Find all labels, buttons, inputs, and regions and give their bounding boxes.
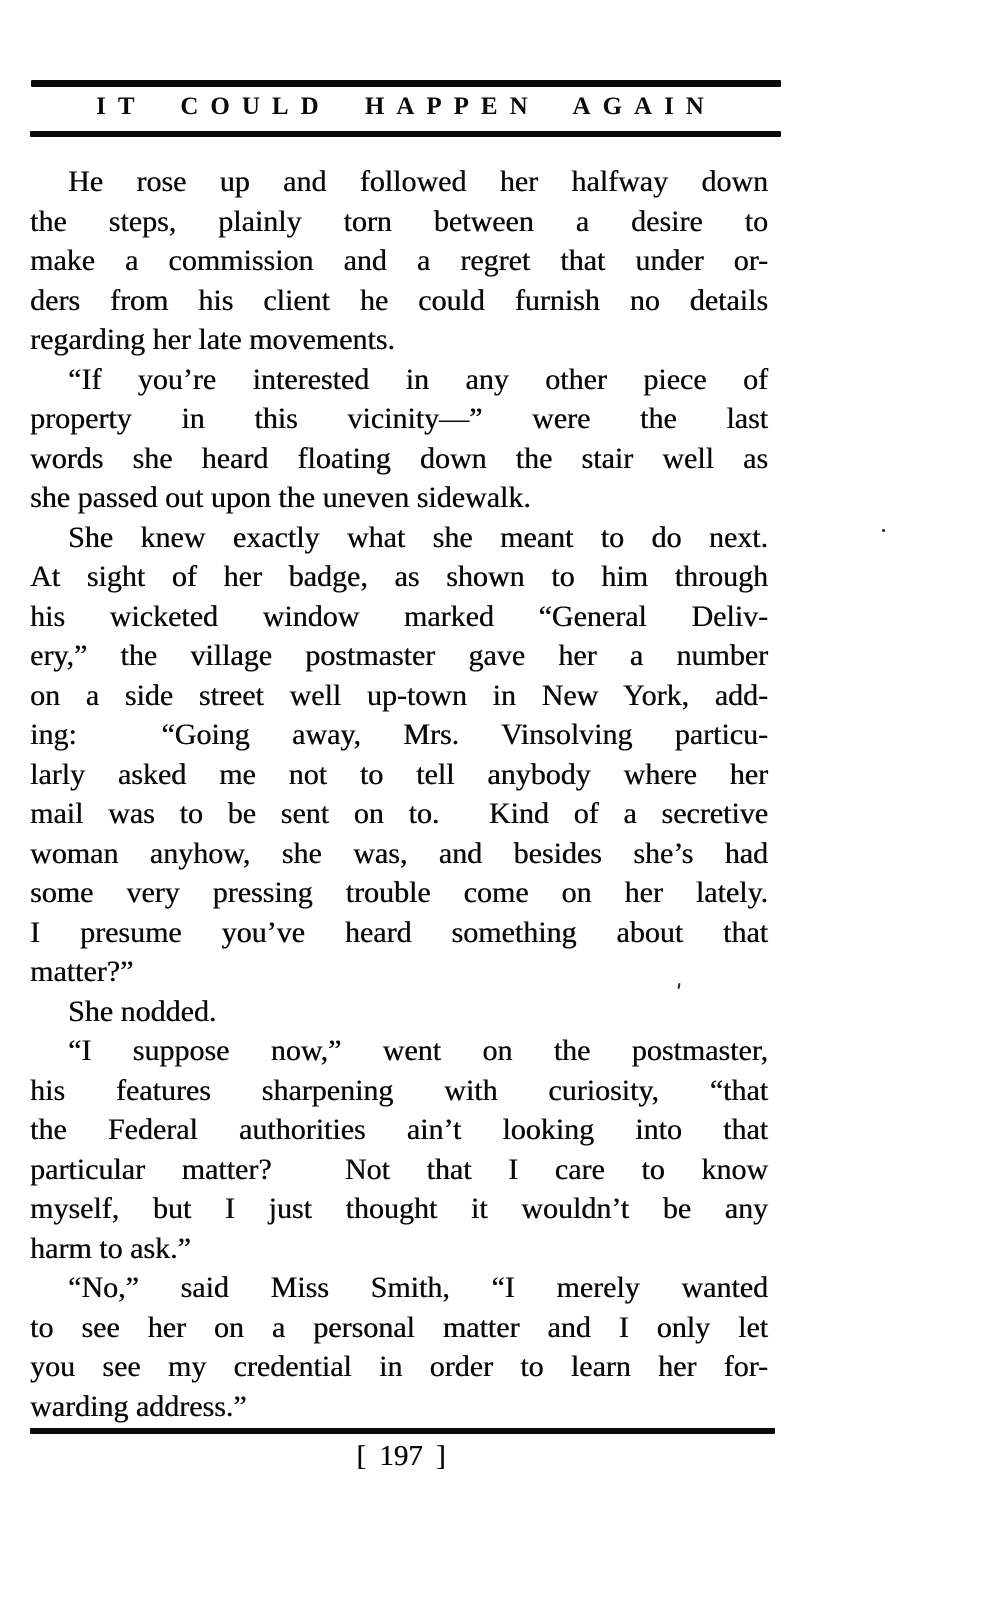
text-line: myself, but I just thought it wouldn’t be any — [30, 1192, 768, 1225]
text-line: warding address.” — [30, 1389, 247, 1423]
text-line: she passed out upon the uneven sidewalk. — [30, 481, 531, 514]
text-line: on a side street well up-town in New York, add- — [30, 678, 768, 712]
text-line: words she heard floating down the stair well as — [30, 441, 768, 475]
text-body — [30, 162, 768, 1426]
text-line: woman anyhow, she was, and besides she’s had — [30, 836, 768, 870]
text-line: some very pressing trouble come on her lately. — [30, 876, 768, 909]
text-line: He rose up and followed her halfway down — [68, 165, 768, 198]
footer-rule — [30, 1428, 775, 1434]
text-line: mail was to be sent on to. Kind of a secretive — [30, 797, 768, 830]
paragraph — [30, 360, 768, 518]
print-speck — [882, 529, 885, 532]
paragraph — [30, 518, 768, 992]
text-line: larly asked me not to tell anybody where her — [30, 757, 768, 791]
text-line: ery,” the village postmaster gave her a number — [30, 639, 768, 672]
page-number: [ 197 ] — [356, 1440, 446, 1472]
text-line: regarding her late movements. — [30, 323, 395, 356]
text-line: his wicketed window marked “General Deliv- — [30, 599, 768, 633]
text-line: you see my credential in order to learn her for- — [30, 1350, 768, 1383]
text-line: his features sharpening with curiosity, “that — [30, 1073, 768, 1107]
text-line: the steps, plainly torn between a desire to — [30, 204, 768, 238]
header-rule-bottom — [30, 131, 781, 137]
text-line: “If you’re interested in any other piece of — [68, 362, 768, 396]
text-line: to see her on a personal matter and I only let — [30, 1310, 768, 1344]
text-line: make a commission and a regret that under or- — [30, 244, 768, 277]
text-line: “I suppose now,” went on the postmaster, — [68, 1034, 768, 1067]
paragraph — [30, 1268, 768, 1426]
text-line: matter?” — [30, 955, 134, 988]
text-line: the Federal authorities ain’t looking into that — [30, 1113, 768, 1146]
paragraph — [30, 162, 768, 360]
paragraph — [30, 992, 768, 1032]
running-head-title: IT COULD HAPPEN AGAIN — [96, 93, 716, 120]
header-rule-top — [31, 80, 781, 87]
text-line: ders from his client he could furnish no details — [30, 283, 768, 317]
text-line: She knew exactly what she meant to do next. — [68, 520, 768, 554]
text-line: particular matter? Not that I care to know — [30, 1152, 768, 1186]
text-line: harm to ask.” — [30, 1231, 191, 1265]
text-line: ing: “Going away, Mrs. Vinsolving particu- — [30, 718, 768, 751]
text-line: She nodded. — [68, 994, 217, 1028]
text-line: “No,” said Miss Smith, “I merely wanted — [68, 1271, 768, 1304]
text-line: property in this vicinity—” were the last — [30, 402, 768, 435]
text-line: At sight of her badge, as shown to him through — [30, 560, 768, 593]
paragraph — [30, 1031, 768, 1268]
text-line: I presume you’ve heard something about that — [30, 915, 768, 949]
